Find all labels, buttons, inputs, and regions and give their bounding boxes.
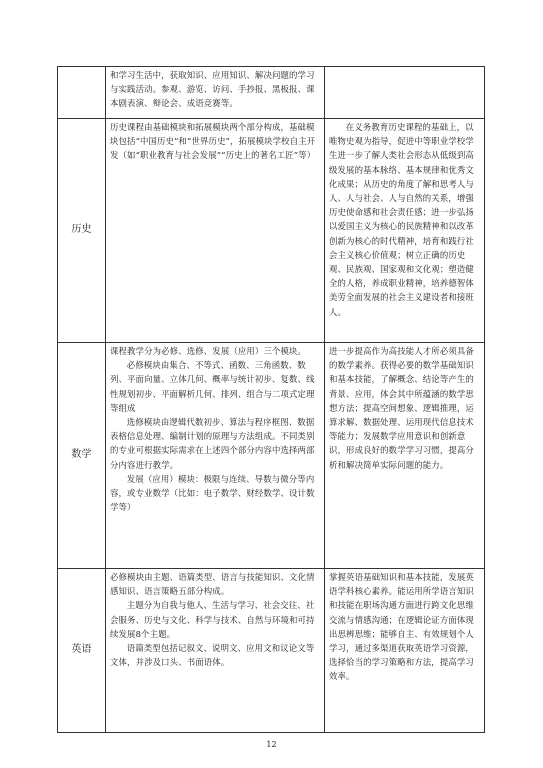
page-number: 12 [266, 740, 277, 749]
table-row-history [58, 119, 485, 343]
math-content-development: 发展（应用）模块：极限与连续、导数与微分等内容，或专业数学（比如：电子数学、财经数学、设计数学等） [110, 473, 315, 513]
goal-cell-empty [325, 67, 485, 119]
math-content-elective: 选修模块由逻辑代数初步、算法与程序框图、数据表格信息处理、编制计划的原理与方法组成。不同类别的专业可根据实际需求在上述四个部分内容中选择两部分内容进行教学。 [110, 417, 315, 470]
math-content-intro: 课程教学分为必修、选修、发展（应用）三个模块。 [110, 346, 307, 356]
goal-cell-history [325, 119, 485, 343]
goal-cell-english: 掌握英语基础知识和基本技能，发展英语学科核心素养。能运用所学语言知识和技能在职场沟通方面进行跨文化思维交流与情感沟通；在逻辑论证方面体现出思辨思维；能够自主、有效规划个人学习，通过多渠道获取英语学习资源，选择恰当的学习策略和方法，提高学习效率。 [325, 569, 485, 733]
subject-cell-empty [58, 67, 106, 119]
goal-text-history: 在义务教育历史课程的基础上，以唯物史观为指导，促进中等职业学校学生进一步了解人类社会形态从低级到高级发展的基本脉络、基本规律和优秀文化成果；从历史的角度了解和思考人与人、人与社会、人与自然的关系，增强历史使命感和社会责任感；进一步弘扬以爱国主义为核心的民族精神和以改革创新为核心的时代精神，培育和践行社会主义核心价值观；树立正确的历史观、民族观、国家观和文化观；塑造健全的人格，养成职业精神，培养德智体美劳全面发展的社会主义建设者和接班人。 [329, 122, 474, 317]
subject-cell-history: 历史 [58, 119, 106, 343]
curriculum-table [57, 66, 485, 733]
subject-cell-math: 数学 [58, 343, 106, 569]
goal-cell-math: 进一步提高作为高技能人才所必须具备的数学素养。获得必要的数学基础知识和基本技能，了解概念、结论等产生的背景、应用，体会其中所蕴涵的数学思想方法；提高空间想象、逻辑推理，运算求解、数据处理、运用现代信息技术等能力；发展数学应用意识和创新意识，形成良好的数学学习习惯，提高分析和解决简单实际问题的能力。 [325, 343, 485, 569]
table-row-continued [58, 67, 485, 119]
content-cell-history: 历史课程由基础模块和拓展模块两个部分构成，基础模块包括“中国历史”和“世界历史”，拓展模块学校自主开发（如“职业教育与社会发展”“历史上的著名工匠”等） [106, 119, 325, 343]
english-content-genres: 语篇类型包括记叙文、说明文、应用文和议论文等文体，并涉及口头、书面语体。 [110, 643, 315, 668]
content-cell-english [106, 569, 325, 733]
table-row-math [58, 343, 485, 569]
content-cell: 和学习生活中，获取知识、应用知识、解决问题的学习与实践活动。参观、游览、访问、手抄报、黑板报、课本剧表演、辩论会、成语竞赛等。 [106, 67, 325, 119]
table-row-english [58, 569, 485, 733]
subject-cell-english: 英语 [58, 569, 106, 733]
content-cell-math [106, 343, 325, 569]
english-content-themes: 主题分为自我与他人、生活与学习、社会交往、社会服务、历史与文化、科学与技术、自然与环境和可持续发展8个主题。 [110, 600, 315, 639]
english-content-required: 必修模块由主题、语篇类型、语言与技能知识、文化情感知识、语言策略五部分构成。 [110, 572, 315, 597]
math-content-required: 必修模块由集合、不等式、函数、三角函数、数列、平面向量、立体几何、概率与统计初步、复数、线性规划初步、平面解析几何、排列、组合与二项式定理等组成 [110, 360, 315, 413]
